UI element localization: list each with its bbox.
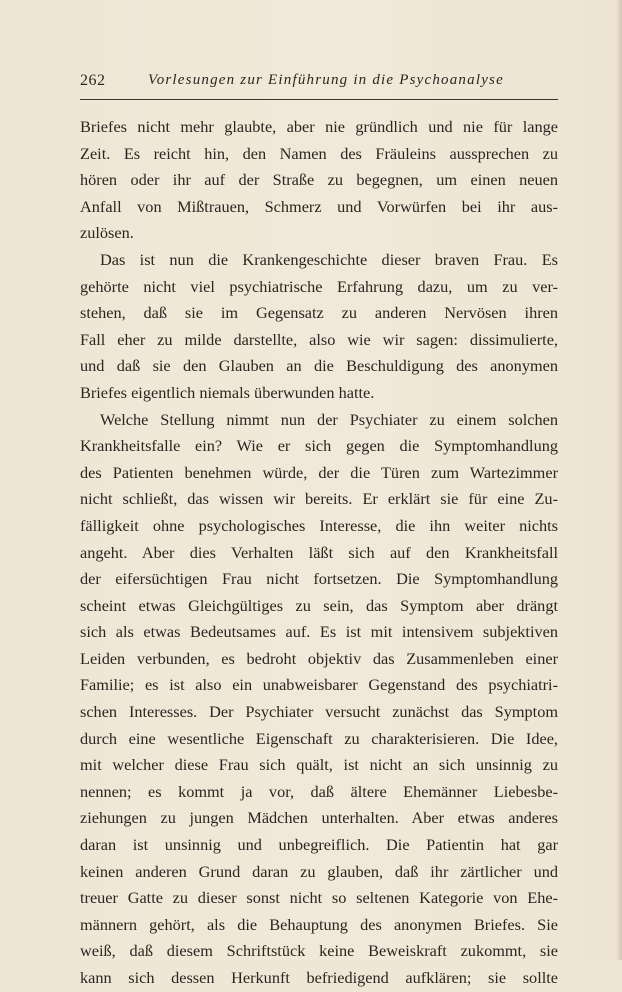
- text-line: mit welcher diese Frau sich quält, ist nicht an sich unsinnig zu: [80, 755, 558, 775]
- text-line: nicht schließt, das wissen wir bereits. Er erklärt sie für eine Zu-: [80, 489, 558, 509]
- text-line: sich als etwas Bedeutsames auf. Es ist mit intensivem subjektiven: [80, 622, 558, 642]
- text-line: Anfall von Mißtrauen, Schmerz und Vorwürfen bei ihr aus-: [80, 196, 558, 216]
- text-line: zulösen.: [80, 223, 134, 243]
- text-line: Briefes eigentlich niemals überwunden hatte.: [80, 382, 375, 402]
- text-line: nennen; es kommt ja vor, daß ältere Ehemänner Liebesbe-: [80, 781, 558, 801]
- header-rule: [80, 99, 558, 100]
- text-line: des Patienten benehmen würde, der die Türen zum Wartezimmer: [80, 462, 558, 482]
- text-line: gehörte nicht viel psychiatrische Erfahrung dazu, um zu ver-: [80, 276, 558, 296]
- text-line: schen Interesses. Der Psychiater versucht zunächst das Symptom: [80, 702, 558, 722]
- text-line: fälligkeit ohne psychologisches Interesse, die ihn weiter nichts: [80, 515, 558, 535]
- text-line: hören oder ihr auf der Straße zu begegnen, um einen neuen: [80, 170, 558, 190]
- text-line: angeht. Aber dies Verhalten läßt sich auf den Krankheitsfall: [80, 542, 558, 562]
- text-line: der eifersüchtigen Frau nicht fortsetzen. Die Symptomhandlung: [80, 569, 558, 589]
- text-line: ziehungen zu jungen Mädchen unterhalten. Aber etwas anderes: [80, 808, 558, 828]
- text-line: weiß, daß diesem Schriftstück keine Beweiskraft zukommt, sie: [80, 941, 558, 961]
- text-line: Das ist nun die Krankengeschichte dieser braven Frau. Es: [100, 249, 558, 269]
- page-number: 262: [80, 72, 106, 89]
- text-line: durch eine wesentliche Eigenschaft zu charakterisieren. Die Idee,: [80, 728, 558, 748]
- text-line: und daß sie den Glauben an die Beschuldigung des anonymen: [80, 356, 558, 376]
- text-line: Krankheitsfalle ein? Wie er sich gegen die Symptomhandlung: [80, 436, 558, 456]
- text-line: Zeit. Es reicht hin, den Namen des Fräuleins aussprechen zu: [80, 143, 558, 163]
- text-line: scheint etwas Gleichgültiges zu sein, das Symptom aber drängt: [80, 595, 558, 615]
- body-text: [80, 114, 558, 992]
- page-edge-shadow: [616, 0, 622, 960]
- running-title: Vorlesungen zur Einführung in die Psychoanalyse: [148, 72, 504, 88]
- text-line: stehen, daß sie im Gegensatz zu anderen Nervösen ihren: [80, 303, 558, 323]
- text-line: daran ist unsinnig und unbegreiflich. Die Patientin hat gar: [80, 835, 558, 855]
- text-line: Welche Stellung nimmt nun der Psychiater zu einem solchen: [100, 409, 558, 429]
- text-line: Familie; es ist also ein unabweisbarer Gegenstand des psychiatri-: [80, 675, 558, 695]
- text-line: treuer Gatte zu dieser sonst nicht so seltenen Kategorie von Ehe-: [80, 888, 558, 908]
- text-line: Leiden verbunden, es bedroht objektiv das Zusammenleben einer: [80, 648, 558, 668]
- running-header: [80, 72, 558, 94]
- text-line: männern gehört, als die Behauptung des anonymen Briefes. Sie: [80, 914, 558, 934]
- text-line: Briefes nicht mehr glaubte, aber nie gründlich und nie für lange: [80, 117, 558, 136]
- text-line: Fall eher zu milde darstellte, also wie wir sagen: dissimulierte,: [80, 329, 558, 349]
- text-line: keinen anderen Grund daran zu glauben, daß ihr zärtlicher und: [80, 861, 558, 881]
- text-line: kann sich dessen Herkunft befriedigend aufklären; sie sollte: [80, 968, 558, 987]
